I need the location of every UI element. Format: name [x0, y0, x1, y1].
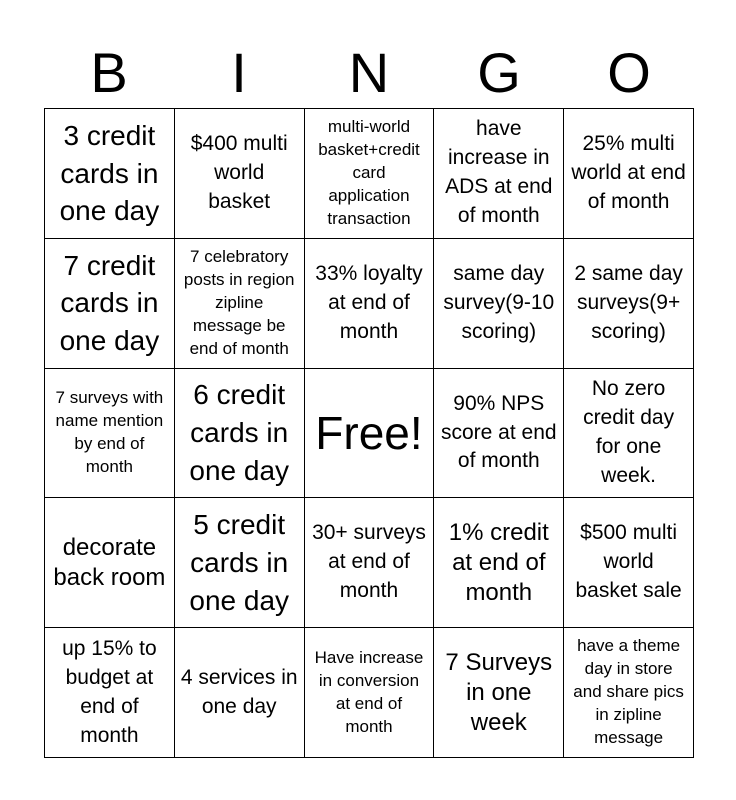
bingo-cell-free[interactable]	[305, 369, 435, 499]
bingo-cell-r2-c3[interactable]	[305, 239, 435, 369]
bingo-cell-text: $400 multi world basket	[190, 131, 288, 213]
header-letter-g: G	[477, 41, 521, 104]
bingo-cell-r3-c4[interactable]	[434, 369, 564, 499]
bingo-cell-text: 6 credit cards in one day	[189, 379, 290, 486]
bingo-cell-text: 30+ surveys at end of month	[312, 521, 426, 603]
bingo-cell-r5-c3[interactable]	[305, 628, 435, 758]
bingo-cell-text: same day survey(9-10 scoring)	[443, 261, 555, 343]
bingo-cell-text: 5 credit cards in one day	[189, 509, 290, 616]
bingo-board	[44, 108, 694, 758]
bingo-cell-r3-c5[interactable]	[564, 369, 694, 499]
bingo-cell-text: 1% credit at end of month	[448, 518, 549, 606]
bingo-cell-text: have a theme day in store and share pics in zipline message	[573, 636, 684, 747]
bingo-cell-text: $500 multi world basket sale	[575, 521, 682, 603]
bingo-header	[44, 38, 694, 108]
bingo-cell-r2-c5[interactable]	[564, 239, 694, 369]
bingo-cell-text: 25% multi world at end of month	[571, 131, 686, 213]
header-letter-o: O	[607, 41, 651, 104]
bingo-cell-r4-c1[interactable]	[45, 498, 175, 628]
bingo-cell-r2-c4[interactable]	[434, 239, 564, 369]
bingo-cell-text: 7 celebratory posts in region zipline message be end of month	[183, 246, 295, 358]
bingo-cell-r1-c2[interactable]	[175, 109, 305, 239]
bingo-cell-r2-c2[interactable]	[175, 239, 305, 369]
bingo-cell-r3-c1[interactable]	[45, 369, 175, 499]
bingo-cell-r1-c5[interactable]	[564, 109, 694, 239]
bingo-cell-text: 7 surveys with name mention by end of month	[55, 388, 164, 476]
bingo-cell-r5-c4[interactable]	[434, 628, 564, 758]
bingo-cell-text: 7 Surveys in one week	[445, 648, 553, 736]
bingo-cell-r3-c2[interactable]	[175, 369, 305, 499]
free-space-text: Free!	[315, 406, 423, 459]
bingo-cell-r4-c5[interactable]	[564, 498, 694, 628]
bingo-cell-r1-c3[interactable]	[305, 109, 435, 239]
bingo-cell-r4-c2[interactable]	[175, 498, 305, 628]
bingo-cell-r4-c4[interactable]	[434, 498, 564, 628]
bingo-cell-text: 7 credit cards in one day	[59, 249, 160, 357]
bingo-cell-text: 33% loyalty at end of month	[315, 261, 423, 343]
bingo-cell-text: multi-world basket+credit card application transaction	[318, 117, 420, 228]
bingo-cell-text: 90% NPS score at end of month	[441, 391, 557, 473]
bingo-cell-text: decorate back room	[53, 533, 166, 591]
header-letter-i: I	[231, 41, 247, 104]
bingo-cell-r1-c4[interactable]	[434, 109, 564, 239]
header-letter-b: B	[90, 41, 128, 104]
bingo-cell-r5-c1[interactable]	[45, 628, 175, 758]
bingo-cell-text: have increase in ADS at end of month	[445, 117, 553, 228]
bingo-cell-r5-c5[interactable]	[564, 628, 694, 758]
bingo-cell-r4-c3[interactable]	[305, 498, 435, 628]
bingo-cell-r2-c1[interactable]	[45, 239, 175, 369]
bingo-cell-text: 4 services in one day	[180, 665, 298, 718]
bingo-cell-r1-c1[interactable]	[45, 109, 175, 239]
bingo-cell-r5-c2[interactable]	[175, 628, 305, 758]
bingo-cell-text: up 15% to budget at end of month	[62, 636, 157, 747]
bingo-cell-text: 2 same day surveys(9+ scoring)	[574, 261, 683, 343]
bingo-cell-text: 3 credit cards in one day	[59, 119, 160, 227]
bingo-cell-text: Have increase in conversion at end of month	[314, 647, 424, 736]
bingo-cell-text: No zero credit day for one week.	[583, 377, 675, 487]
header-letter-n: N	[348, 41, 390, 104]
